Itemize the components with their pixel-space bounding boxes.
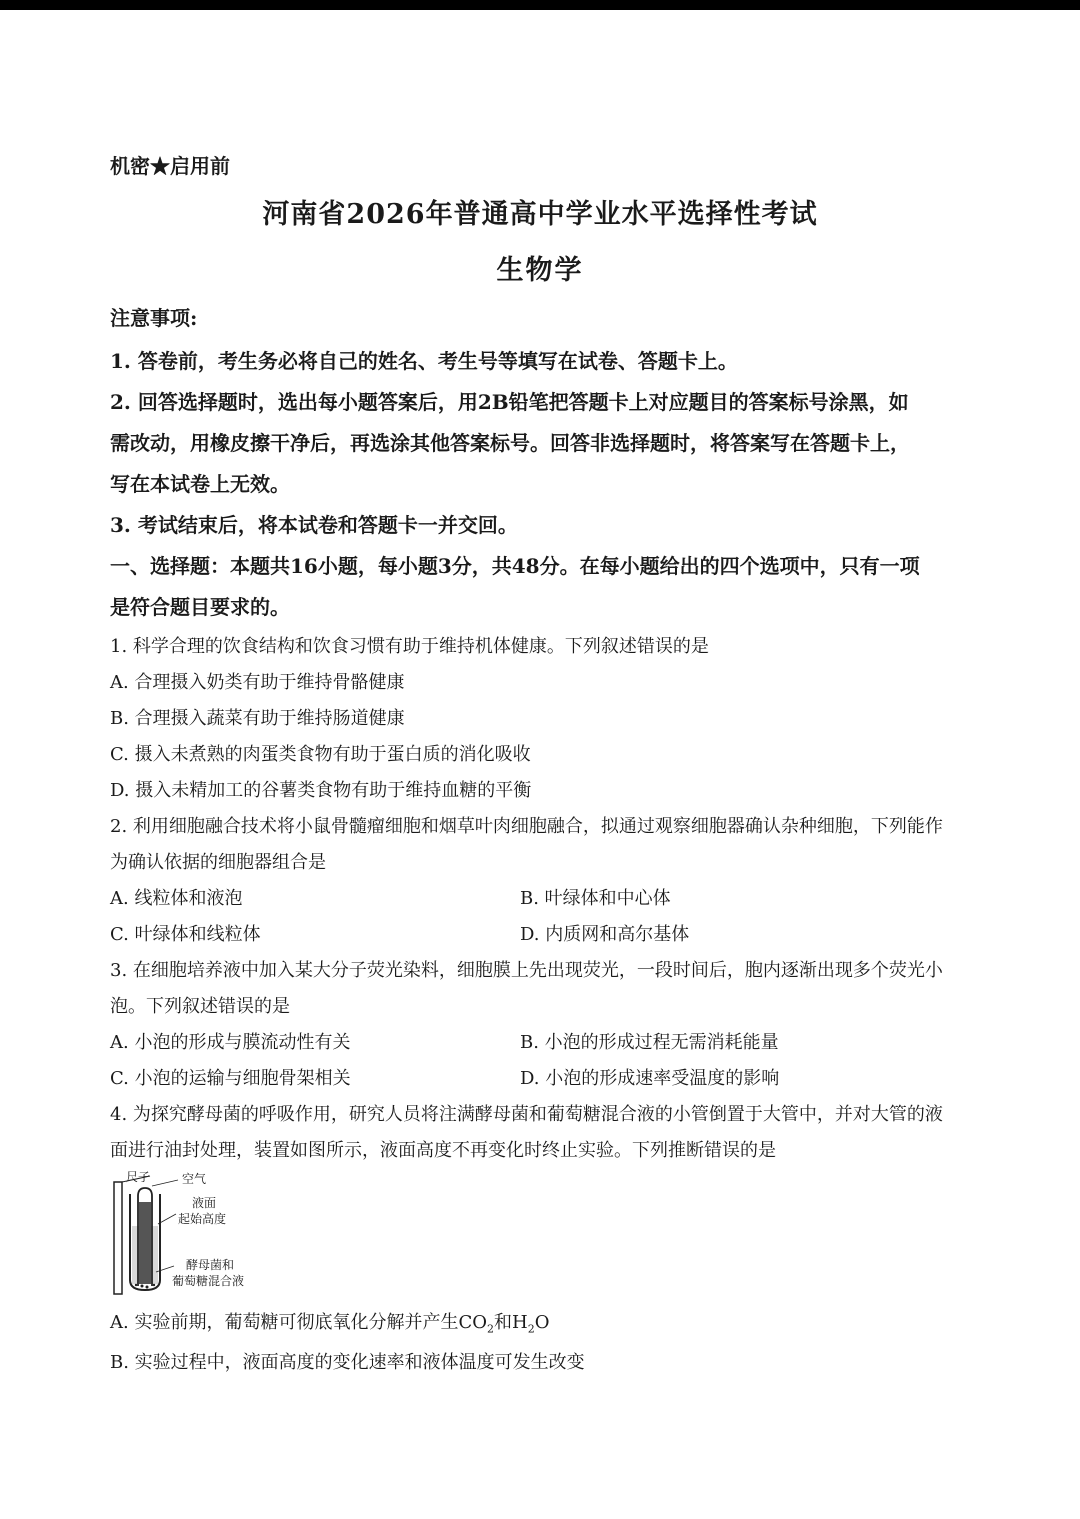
exam-title: 河南省2026年普通高中学业水平选择性考试	[262, 199, 818, 230]
notice-item-1: 1. 答卷前，考生务必将自己的姓名、考生号等填写在试卷、答题卡上。	[110, 349, 738, 373]
q4-stem-line-1: 4. 为探究酵母菌的呼吸作用，研究人员将注满酵母菌和葡萄糖混合液的小管倒置于大管中，并对大管的液	[110, 1104, 943, 1125]
liquid-level-label-2: 起始高度	[178, 1212, 227, 1226]
q3-option-c: C. 小泡的运输与细胞骨架相关	[110, 1068, 351, 1089]
q3-option-d: D. 小泡的形成速率受温度的影响	[520, 1068, 780, 1089]
q4-option-a: A. 实验前期，葡萄糖可彻底氧化分解并产生$CO_2$和$H_2O$	[110, 1312, 550, 1336]
q4-option-b: B. 实验过程中，液面高度的变化速率和液体温度可发生改变	[110, 1352, 585, 1373]
mixture-label-1: 酵母菌和	[186, 1258, 235, 1272]
q3-stem-line-1: 3. 在细胞培养液中加入某大分子荧光染料，细胞膜上先出现荧光，一段时间后，胞内逐渐出现多个荧光小	[110, 960, 943, 981]
q4-stem-line-2: 面进行油封处理，装置如图所示，液面高度不再变化时终止实验。下列推断错误的是	[110, 1140, 776, 1161]
notice-item-2-line-3: 写在本试卷上无效。	[110, 472, 290, 496]
section-heading-line-2: 是符合题目要求的。	[110, 595, 290, 619]
q3-option-b: B. 小泡的形成过程无需消耗能量	[520, 1032, 779, 1053]
subject-title: 生物学	[496, 255, 584, 286]
q2-option-a: A. 线粒体和液泡	[110, 888, 243, 909]
q3-option-a: A. 小泡的形成与膜流动性有关	[110, 1032, 351, 1053]
q1-option-b: B. 合理摄入蔬菜有助于维持肠道健康	[110, 708, 405, 729]
q1-option-a: A. 合理摄入奶类有助于维持骨骼健康	[110, 672, 405, 693]
q1-option-d: D. 摄入未精加工的谷薯类食物有助于维持血糖的平衡	[110, 780, 532, 801]
mixture-label-2: 葡萄糖混合液	[172, 1274, 245, 1288]
q2-option-d: D. 内质网和高尔基体	[520, 924, 690, 945]
q3-stem-line-2: 泡。下列叙述错误的是	[110, 996, 290, 1017]
q2-stem-line-1: 2. 利用细胞融合技术将小鼠骨髓瘤细胞和烟草叶肉细胞融合，拟通过观察细胞器确认杂种细胞，下列能作	[110, 816, 943, 837]
confidential-label: 机密★启用前	[110, 154, 230, 178]
q1-option-c: C. 摄入未煮熟的肉蛋类食物有助于蛋白质的消化吸收	[110, 744, 531, 765]
top-border	[0, 0, 1080, 10]
q4-apparatus-figure	[112, 1168, 282, 1298]
air-label: 空气	[182, 1172, 207, 1186]
ruler-label: 尺子	[126, 1170, 151, 1184]
notice-heading: 注意事项:	[110, 306, 198, 330]
notice-item-2-line-2: 需改动，用橡皮擦干净后，再选涂其他答案标号。回答非选择题时，将答案写在答题卡上，	[110, 431, 910, 455]
notice-item-2-line-1: 2. 回答选择题时，选出每小题答案后，用2B铅笔把答题卡上对应题目的答案标号涂黑，如	[110, 390, 909, 414]
notice-item-3: 3. 考试结束后，将本试卷和答题卡一并交回。	[110, 513, 518, 537]
q1-stem: 1. 科学合理的饮食结构和饮食习惯有助于维持机体健康。下列叙述错误的是	[110, 636, 709, 657]
liquid-level-label-1: 液面	[192, 1196, 217, 1210]
section-heading-line-1: 一、选择题：本题共16小题，每小题3分，共48分。在每小题给出的四个选项中，只有一项	[110, 554, 920, 578]
q2-option-c: C. 叶绿体和线粒体	[110, 924, 261, 945]
q2-option-b: B. 叶绿体和中心体	[520, 888, 671, 909]
q2-stem-line-2: 为确认依据的细胞器组合是	[110, 852, 326, 873]
